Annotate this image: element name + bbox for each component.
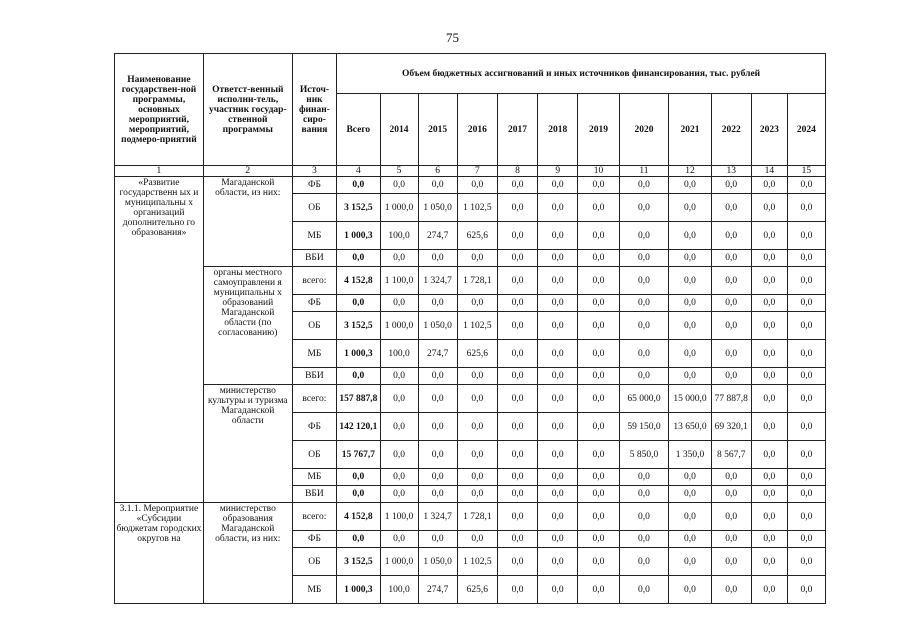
source-cell: ФБ: [292, 295, 336, 312]
year-value-cell: 0,0: [711, 295, 751, 312]
column-number: 10: [578, 166, 619, 177]
header-year: 2014: [380, 94, 418, 166]
year-value-cell: 0,0: [751, 486, 787, 503]
year-value-cell: 0,0: [669, 548, 711, 576]
header-responsible: Ответст-венный исполни-тель, участник государ-ственной программы: [203, 54, 292, 166]
year-value-cell: 0,0: [380, 368, 418, 385]
year-value-cell: 0,0: [787, 385, 825, 413]
total-cell: 157 887,8: [337, 385, 380, 413]
column-number: 12: [669, 166, 711, 177]
header-year: 2022: [711, 94, 751, 166]
year-value-cell: 0,0: [538, 385, 578, 413]
budget-table: [114, 53, 826, 604]
year-value-cell: 0,0: [751, 385, 787, 413]
year-value-cell: 0,0: [669, 340, 711, 368]
year-value-cell: 0,0: [380, 486, 418, 503]
source-cell: ВБИ: [292, 368, 336, 385]
header-year: 2015: [418, 94, 457, 166]
year-value-cell: 0,0: [787, 177, 825, 194]
year-value-cell: 0,0: [538, 576, 578, 604]
year-value-cell: 0,0: [457, 441, 497, 469]
year-value-cell: 0,0: [711, 531, 751, 548]
total-cell: 0,0: [337, 368, 380, 385]
year-value-cell: 0,0: [751, 531, 787, 548]
year-value-cell: 0,0: [619, 250, 669, 267]
year-value-cell: 625,6: [457, 576, 497, 604]
year-value-cell: 0,0: [380, 469, 418, 486]
year-value-cell: 0,0: [418, 441, 457, 469]
year-value-cell: 0,0: [619, 312, 669, 340]
year-value-cell: 0,0: [711, 340, 751, 368]
year-value-cell: 0,0: [538, 267, 578, 295]
year-value-cell: 0,0: [751, 250, 787, 267]
source-cell: ОБ: [292, 441, 336, 469]
year-value-cell: 0,0: [497, 486, 537, 503]
year-value-cell: 0,0: [619, 295, 669, 312]
year-value-cell: 0,0: [711, 267, 751, 295]
source-cell: МБ: [292, 340, 336, 368]
year-value-cell: 0,0: [711, 576, 751, 604]
year-value-cell: 5 850,0: [619, 441, 669, 469]
year-value-cell: 0,0: [578, 250, 619, 267]
year-value-cell: 274,7: [418, 222, 457, 250]
year-value-cell: 0,0: [619, 222, 669, 250]
year-value-cell: 0,0: [578, 469, 619, 486]
year-value-cell: 0,0: [380, 250, 418, 267]
source-cell: МБ: [292, 576, 336, 604]
year-value-cell: 8 567,7: [711, 441, 751, 469]
year-value-cell: 0,0: [418, 531, 457, 548]
year-value-cell: 0,0: [418, 486, 457, 503]
year-value-cell: 0,0: [669, 295, 711, 312]
year-value-cell: 1 350,0: [669, 441, 711, 469]
year-value-cell: 0,0: [711, 312, 751, 340]
year-value-cell: 0,0: [497, 295, 537, 312]
year-value-cell: 0,0: [497, 312, 537, 340]
year-value-cell: 0,0: [619, 267, 669, 295]
year-value-cell: 0,0: [578, 177, 619, 194]
source-cell: ОБ: [292, 312, 336, 340]
year-value-cell: 625,6: [457, 340, 497, 368]
year-value-cell: 0,0: [751, 222, 787, 250]
year-value-cell: 0,0: [751, 312, 787, 340]
year-value-cell: 0,0: [380, 441, 418, 469]
source-cell: ФБ: [292, 177, 336, 194]
year-value-cell: 0,0: [711, 177, 751, 194]
year-value-cell: 100,0: [380, 222, 418, 250]
year-value-cell: 0,0: [711, 503, 751, 531]
column-number: 2: [203, 166, 292, 177]
year-value-cell: 0,0: [711, 222, 751, 250]
column-number: 3: [292, 166, 336, 177]
year-value-cell: 0,0: [457, 177, 497, 194]
table-row: [115, 503, 826, 531]
column-number: 5: [380, 166, 418, 177]
header-year: 2016: [457, 94, 497, 166]
year-value-cell: 0,0: [578, 576, 619, 604]
header-total: Всего: [337, 94, 380, 166]
year-value-cell: 0,0: [711, 250, 751, 267]
year-value-cell: 0,0: [538, 486, 578, 503]
year-value-cell: 1 050,0: [418, 548, 457, 576]
year-value-cell: 0,0: [751, 548, 787, 576]
year-value-cell: 0,0: [787, 368, 825, 385]
table-row: [115, 385, 826, 413]
year-value-cell: 0,0: [497, 194, 537, 222]
year-value-cell: 0,0: [669, 194, 711, 222]
year-value-cell: 0,0: [669, 222, 711, 250]
total-cell: 0,0: [337, 295, 380, 312]
year-value-cell: 0,0: [578, 385, 619, 413]
year-value-cell: 1 100,0: [380, 503, 418, 531]
year-value-cell: 0,0: [787, 469, 825, 486]
year-value-cell: 100,0: [380, 576, 418, 604]
total-cell: 1 000,3: [337, 576, 380, 604]
year-value-cell: 65 000,0: [619, 385, 669, 413]
year-value-cell: 0,0: [578, 340, 619, 368]
year-value-cell: 1 050,0: [418, 194, 457, 222]
year-value-cell: 0,0: [418, 250, 457, 267]
total-cell: 0,0: [337, 486, 380, 503]
year-value-cell: 1 728,1: [457, 503, 497, 531]
year-value-cell: 0,0: [787, 250, 825, 267]
year-value-cell: 0,0: [538, 222, 578, 250]
year-value-cell: 0,0: [669, 531, 711, 548]
source-cell: ОБ: [292, 548, 336, 576]
year-value-cell: 0,0: [497, 576, 537, 604]
year-value-cell: 0,0: [418, 368, 457, 385]
year-value-cell: 0,0: [578, 295, 619, 312]
year-value-cell: 0,0: [619, 340, 669, 368]
year-value-cell: 0,0: [619, 177, 669, 194]
year-value-cell: 0,0: [578, 312, 619, 340]
year-value-cell: 0,0: [787, 312, 825, 340]
year-value-cell: 0,0: [669, 177, 711, 194]
year-value-cell: 0,0: [497, 177, 537, 194]
responsible-cell: Магаданской области, из них:: [203, 177, 292, 267]
year-value-cell: 0,0: [578, 194, 619, 222]
year-value-cell: 0,0: [380, 531, 418, 548]
column-number: 13: [711, 166, 751, 177]
year-value-cell: 1 000,0: [380, 548, 418, 576]
program-name-cell: 3.1.1. Мероприятие «Субсидии бюджетам городских округов на: [115, 503, 204, 604]
year-value-cell: 1 102,5: [457, 312, 497, 340]
source-cell: ВБИ: [292, 250, 336, 267]
year-value-cell: 0,0: [578, 441, 619, 469]
year-value-cell: 0,0: [787, 503, 825, 531]
year-value-cell: 0,0: [497, 503, 537, 531]
year-value-cell: 0,0: [619, 531, 669, 548]
year-value-cell: 1 050,0: [418, 312, 457, 340]
source-cell: ФБ: [292, 413, 336, 441]
column-number: 9: [538, 166, 578, 177]
year-value-cell: 0,0: [669, 486, 711, 503]
year-value-cell: 1 000,0: [380, 312, 418, 340]
column-number: 4: [337, 166, 380, 177]
year-value-cell: 0,0: [538, 312, 578, 340]
year-value-cell: 0,0: [787, 222, 825, 250]
source-cell: МБ: [292, 222, 336, 250]
year-value-cell: 0,0: [751, 576, 787, 604]
year-value-cell: 0,0: [418, 295, 457, 312]
responsible-cell: органы местного самоуправлени я муниципальны х образований Магаданской области (по согласованию): [203, 267, 292, 385]
total-cell: 1 000,3: [337, 222, 380, 250]
year-value-cell: 0,0: [669, 368, 711, 385]
page-number: 75: [446, 30, 459, 45]
total-cell: 3 152,5: [337, 548, 380, 576]
year-value-cell: 0,0: [751, 340, 787, 368]
year-value-cell: 0,0: [619, 503, 669, 531]
program-name-cell: «Развитие государственн ых и муниципальны х организаций дополнительно го образования»: [115, 177, 204, 503]
total-cell: 3 152,5: [337, 194, 380, 222]
year-value-cell: 0,0: [380, 385, 418, 413]
year-value-cell: 1 324,7: [418, 503, 457, 531]
year-value-cell: 0,0: [751, 177, 787, 194]
year-value-cell: 0,0: [457, 250, 497, 267]
year-value-cell: 0,0: [619, 194, 669, 222]
header-year: 2021: [669, 94, 711, 166]
year-value-cell: 59 150,0: [619, 413, 669, 441]
year-value-cell: 0,0: [538, 295, 578, 312]
year-value-cell: 0,0: [538, 340, 578, 368]
year-value-cell: 0,0: [578, 368, 619, 385]
total-cell: 0,0: [337, 250, 380, 267]
total-cell: 1 000,3: [337, 340, 380, 368]
year-value-cell: 0,0: [418, 413, 457, 441]
year-value-cell: 0,0: [497, 340, 537, 368]
year-value-cell: 0,0: [751, 194, 787, 222]
year-value-cell: 0,0: [497, 222, 537, 250]
year-value-cell: 0,0: [538, 177, 578, 194]
year-value-cell: 1 102,5: [457, 194, 497, 222]
total-cell: 0,0: [337, 469, 380, 486]
year-value-cell: 0,0: [380, 413, 418, 441]
year-value-cell: 0,0: [497, 385, 537, 413]
column-number: 14: [751, 166, 787, 177]
header-year: 2017: [497, 94, 537, 166]
year-value-cell: 0,0: [380, 177, 418, 194]
year-value-cell: 0,0: [669, 503, 711, 531]
header-year: 2024: [787, 94, 825, 166]
year-value-cell: 0,0: [538, 413, 578, 441]
header-budget-volume: Объем бюджетных ассигнований и иных источников финансирования, тыс. рублей: [337, 54, 826, 94]
source-cell: всего:: [292, 503, 336, 531]
year-value-cell: 0,0: [497, 267, 537, 295]
year-value-cell: 0,0: [457, 368, 497, 385]
responsible-cell: министерство образования Магаданской области, из них:: [203, 503, 292, 604]
year-value-cell: 0,0: [711, 486, 751, 503]
year-value-cell: 0,0: [497, 250, 537, 267]
year-value-cell: 0,0: [497, 368, 537, 385]
year-value-cell: 77 887,8: [711, 385, 751, 413]
year-value-cell: 0,0: [497, 413, 537, 441]
source-cell: МБ: [292, 469, 336, 486]
year-value-cell: 13 650,0: [669, 413, 711, 441]
source-cell: всего:: [292, 267, 336, 295]
year-value-cell: 0,0: [751, 413, 787, 441]
year-value-cell: 1 000,0: [380, 194, 418, 222]
year-value-cell: 0,0: [418, 177, 457, 194]
column-number: 6: [418, 166, 457, 177]
year-value-cell: 1 324,7: [418, 267, 457, 295]
year-value-cell: 274,7: [418, 576, 457, 604]
header-source: Источ-ник финан-сиро-вания: [292, 54, 336, 166]
year-value-cell: 0,0: [619, 576, 669, 604]
year-value-cell: 0,0: [669, 250, 711, 267]
year-value-cell: 0,0: [538, 469, 578, 486]
source-cell: всего:: [292, 385, 336, 413]
year-value-cell: 0,0: [711, 194, 751, 222]
year-value-cell: 0,0: [751, 295, 787, 312]
year-value-cell: 0,0: [457, 385, 497, 413]
year-value-cell: 0,0: [538, 441, 578, 469]
year-value-cell: 0,0: [787, 413, 825, 441]
year-value-cell: 0,0: [457, 531, 497, 548]
year-value-cell: 0,0: [787, 548, 825, 576]
year-value-cell: 625,6: [457, 222, 497, 250]
year-value-cell: 0,0: [787, 267, 825, 295]
year-value-cell: 0,0: [669, 267, 711, 295]
header-program-name: Наименование государствен-ной программы, основных мероприятий, мероприятий, подмеро-приятий: [115, 54, 204, 166]
year-value-cell: 0,0: [751, 267, 787, 295]
year-value-cell: 0,0: [578, 222, 619, 250]
year-value-cell: 0,0: [538, 194, 578, 222]
table-row: [115, 177, 826, 194]
year-value-cell: 0,0: [457, 486, 497, 503]
year-value-cell: 0,0: [538, 503, 578, 531]
year-value-cell: 0,0: [787, 295, 825, 312]
year-value-cell: 0,0: [669, 576, 711, 604]
header-year: 2023: [751, 94, 787, 166]
header-year: 2019: [578, 94, 619, 166]
source-cell: ОБ: [292, 194, 336, 222]
year-value-cell: 0,0: [711, 469, 751, 486]
total-cell: 0,0: [337, 531, 380, 548]
year-value-cell: 0,0: [787, 531, 825, 548]
year-value-cell: 0,0: [538, 531, 578, 548]
column-number: 8: [497, 166, 537, 177]
year-value-cell: 0,0: [578, 486, 619, 503]
header-year: 2018: [538, 94, 578, 166]
column-number: 7: [457, 166, 497, 177]
year-value-cell: 0,0: [578, 503, 619, 531]
year-value-cell: 0,0: [619, 368, 669, 385]
year-value-cell: 0,0: [751, 469, 787, 486]
source-cell: ВБИ: [292, 486, 336, 503]
year-value-cell: 0,0: [787, 340, 825, 368]
year-value-cell: 0,0: [787, 486, 825, 503]
year-value-cell: 0,0: [538, 250, 578, 267]
year-value-cell: 0,0: [619, 469, 669, 486]
header-year: 2020: [619, 94, 669, 166]
year-value-cell: 0,0: [751, 503, 787, 531]
year-value-cell: 0,0: [787, 441, 825, 469]
year-value-cell: 0,0: [578, 531, 619, 548]
year-value-cell: 0,0: [711, 368, 751, 385]
year-value-cell: 0,0: [457, 413, 497, 441]
year-value-cell: 0,0: [457, 469, 497, 486]
year-value-cell: 1 102,5: [457, 548, 497, 576]
year-value-cell: 0,0: [711, 548, 751, 576]
year-value-cell: 100,0: [380, 340, 418, 368]
year-value-cell: 0,0: [619, 548, 669, 576]
total-cell: 142 120,1: [337, 413, 380, 441]
table-row: [115, 267, 826, 295]
column-number: 15: [787, 166, 825, 177]
year-value-cell: 0,0: [418, 469, 457, 486]
year-value-cell: 0,0: [418, 385, 457, 413]
column-number: 1: [115, 166, 204, 177]
year-value-cell: 0,0: [669, 312, 711, 340]
year-value-cell: 1 100,0: [380, 267, 418, 295]
year-value-cell: 0,0: [497, 531, 537, 548]
total-cell: 0,0: [337, 177, 380, 194]
total-cell: 15 767,7: [337, 441, 380, 469]
year-value-cell: 0,0: [497, 548, 537, 576]
year-value-cell: 1 728,1: [457, 267, 497, 295]
year-value-cell: 0,0: [578, 548, 619, 576]
total-cell: 4 152,8: [337, 267, 380, 295]
year-value-cell: 0,0: [380, 295, 418, 312]
year-value-cell: 0,0: [497, 441, 537, 469]
year-value-cell: 15 000,0: [669, 385, 711, 413]
year-value-cell: 0,0: [578, 267, 619, 295]
responsible-cell: министерство культуры и туризма Магаданской области: [203, 385, 292, 503]
year-value-cell: 0,0: [787, 194, 825, 222]
year-value-cell: 0,0: [538, 368, 578, 385]
year-value-cell: 0,0: [751, 441, 787, 469]
year-value-cell: 69 320,1: [711, 413, 751, 441]
year-value-cell: 0,0: [619, 486, 669, 503]
column-number: 11: [619, 166, 669, 177]
year-value-cell: 0,0: [669, 469, 711, 486]
total-cell: 3 152,5: [337, 312, 380, 340]
year-value-cell: 0,0: [751, 368, 787, 385]
source-cell: ФБ: [292, 531, 336, 548]
year-value-cell: 0,0: [578, 413, 619, 441]
total-cell: 4 152,8: [337, 503, 380, 531]
year-value-cell: 0,0: [497, 469, 537, 486]
year-value-cell: 274,7: [418, 340, 457, 368]
year-value-cell: 0,0: [787, 576, 825, 604]
year-value-cell: 0,0: [457, 295, 497, 312]
year-value-cell: 0,0: [538, 548, 578, 576]
